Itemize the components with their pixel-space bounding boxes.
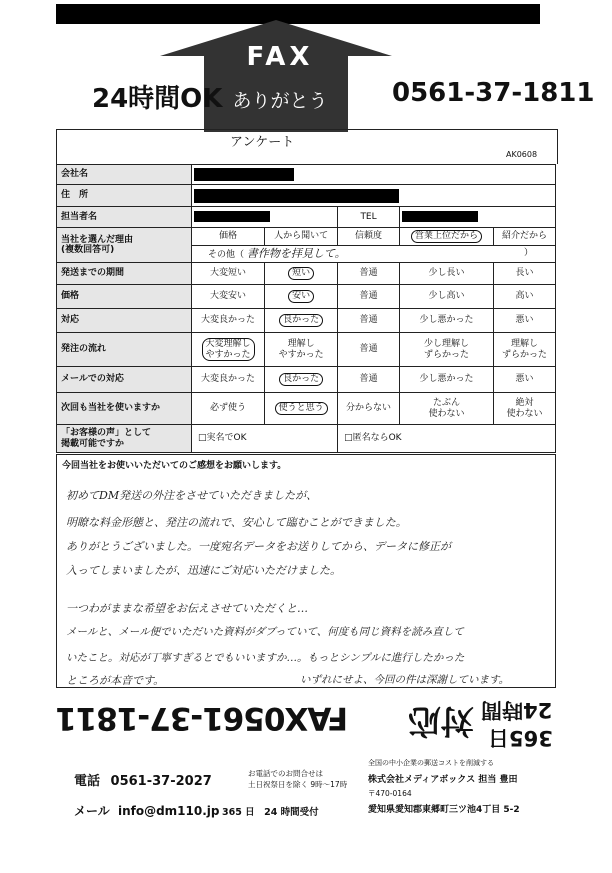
open-hours: 365 日 24 時間受付 [222, 807, 319, 818]
voice-label: 「お客様の声」として 掲載可能ですか [57, 425, 192, 453]
redacted-tel [402, 211, 478, 222]
survey-title-box [56, 129, 558, 164]
flow-opt-2[interactable]: 理解し やすかった [265, 333, 338, 367]
company-zip: 〒470-0164 [368, 789, 412, 798]
reason-other[interactable] [192, 246, 556, 263]
row-mail [57, 367, 556, 393]
price-opt-1[interactable]: 大変安い [192, 285, 265, 309]
thanks-label: ありがとう [232, 90, 328, 112]
reason-opt-4[interactable] [400, 228, 494, 246]
address-label: 住 所 [57, 185, 192, 207]
mirrored-taiou: 対応 [408, 702, 474, 741]
price-label: 価格 [57, 285, 192, 309]
next-label: 次回も当社を使いますか [57, 393, 192, 425]
next-opt-2[interactable] [265, 393, 338, 425]
comment-line-5: 一つわがままな希望をお伝えさせていただくと… [66, 602, 308, 615]
phone-note-2: 土日祝祭日を除く 9時〜17時 [248, 780, 348, 789]
fax-number: 0561-37-1811 [392, 78, 595, 108]
row-flow [57, 333, 556, 367]
survey-code: AK0608 [506, 150, 538, 159]
reason-opt-1[interactable]: 価格 [192, 228, 265, 246]
period-opt-4[interactable]: 少し長い [400, 263, 494, 285]
row-period [57, 263, 556, 285]
redacted-contact [194, 211, 270, 222]
reason-label [57, 228, 192, 263]
reason-label-text: 当社を選んだ理由 [61, 234, 134, 245]
comment-line-2: 明瞭な料金形態と、発注の流れで、安心して臨むことができました。 [66, 516, 407, 529]
next-opt-3[interactable]: 分からない [338, 393, 400, 425]
footer-phone [74, 770, 212, 789]
reason-opt-4-circled: 営業上位だから [411, 230, 482, 242]
mail-address[interactable]: info@dm110.jp [117, 804, 220, 818]
support-label: 対応 [57, 309, 192, 333]
contact-value [192, 207, 338, 228]
price-opt-5[interactable]: 高い [494, 285, 556, 309]
company-tagline: 全国の中小企業の郵送コストを削減する [368, 759, 494, 767]
fax-label: FAX [246, 42, 314, 72]
row-next [57, 393, 556, 425]
period-opt-5[interactable]: 長い [494, 263, 556, 285]
phone-note-1: お電話でのお問合せは [248, 769, 323, 778]
mirrored-days: 365日 [488, 726, 553, 750]
reason-opt-3[interactable]: 信頼度 [338, 228, 400, 246]
support-opt-2-circled: 良かった [279, 314, 323, 326]
survey-title: アンケート [230, 135, 295, 150]
flow-opt-4[interactable]: 少し理解し ずらかった [400, 333, 494, 367]
mail-opt-5[interactable]: 悪い [494, 367, 556, 393]
flow-opt-1-circled: 大変理解し やすかった [202, 338, 255, 361]
redacted-address [194, 189, 399, 203]
reason-opt-5[interactable]: 紹介だから [494, 228, 556, 246]
reason-sub-text: (複数回答可) [61, 245, 115, 255]
tel-value [400, 207, 556, 228]
comment-line-9: いずれにせよ、今回の件は深謝しています。 [300, 674, 510, 686]
next-opt-5[interactable]: 絶対 使わない [494, 393, 556, 425]
mail-label: メールでの対応 [57, 367, 192, 393]
next-opt-4[interactable]: たぶん 使わない [400, 393, 494, 425]
flow-opt-5[interactable]: 理解し ずらかった [494, 333, 556, 367]
row-reason [57, 228, 556, 246]
comment-line-4: 入ってしまいましたが、迅速にご対応いただけました。 [66, 564, 341, 577]
hours-label: 24時間OK [92, 84, 223, 114]
survey-table [56, 164, 556, 453]
support-opt-5[interactable]: 悪い [494, 309, 556, 333]
period-opt-1[interactable]: 大変短い [192, 263, 265, 285]
row-company [57, 165, 556, 185]
price-opt-3[interactable]: 普通 [338, 285, 400, 309]
row-support [57, 309, 556, 333]
price-opt-4[interactable]: 少し高い [400, 285, 494, 309]
flow-opt-3[interactable]: 普通 [338, 333, 400, 367]
company-address: 愛知県愛知郡東郷町三ツ池4丁目 5-2 [368, 805, 520, 815]
row-price [57, 285, 556, 309]
row-voice [57, 425, 556, 453]
support-opt-3[interactable]: 普通 [338, 309, 400, 333]
mail-label: メール [74, 804, 110, 818]
mail-opt-2[interactable] [265, 367, 338, 393]
contact-label: 担当者名 [57, 207, 192, 228]
support-opt-1[interactable]: 大変良かった [192, 309, 265, 333]
mail-opt-3[interactable]: 普通 [338, 367, 400, 393]
address-value [192, 185, 556, 207]
comment-line-3: ありがとうございました。一度宛名データをお送りしてから、データに修正が [66, 540, 451, 553]
flow-label: 発注の流れ [57, 333, 192, 367]
reason-opt-2[interactable]: 人から聞いて [265, 228, 338, 246]
phone-label: 電話 [74, 774, 101, 789]
comment-line-7: いたこと。対応が丁寧すぎるとでもいいますか…。もっとシンプルに進行したかった [66, 652, 465, 664]
phone-number: 0561-37-2027 [110, 774, 212, 789]
flow-opt-1[interactable] [192, 333, 265, 367]
mirrored-fax-number: FAX0561-37-1811 [56, 700, 348, 736]
row-address [57, 185, 556, 207]
support-opt-2[interactable] [265, 309, 338, 333]
tel-label: TEL [338, 207, 400, 228]
mirrored-banner [56, 692, 556, 764]
voice-opt-real-name[interactable]: □実名でOK [192, 425, 338, 453]
price-opt-2-circled: 安い [288, 290, 314, 302]
company-value [192, 165, 556, 185]
price-opt-2[interactable] [265, 285, 338, 309]
company-label: 会社名 [57, 165, 192, 185]
comment-prompt: 今回当社をお使いいただいてのご感想をお願いします。 [62, 461, 287, 471]
comment-line-8: ところが本音です。 [66, 674, 165, 687]
mail-opt-4[interactable]: 少し悪かった [400, 367, 494, 393]
period-opt-2-circled: 短い [288, 267, 314, 279]
fax-arrow-shape [160, 20, 392, 132]
period-label: 発送までの期間 [57, 263, 192, 285]
mail-opt-1[interactable]: 大変良かった [192, 367, 265, 393]
mail-opt-2-circled: 良かった [279, 373, 323, 385]
reason-other-end: ） [523, 247, 533, 258]
comment-line-1: 初めてDM発送の外注をさせていただきましたが、 [66, 489, 318, 502]
company-name: 株式会社メディアボックス 担当 豊田 [368, 775, 518, 785]
next-opt-2-circled: 使うと思う [275, 402, 328, 414]
voice-opt-anonymous[interactable]: □匿名ならOK [338, 425, 556, 453]
period-opt-3[interactable]: 普通 [338, 263, 400, 285]
reason-other-handwriting: 書作物を拝見して。 [246, 246, 346, 260]
reason-other-label: その他（ [208, 249, 245, 260]
row-contact [57, 207, 556, 228]
support-opt-4[interactable]: 少し悪かった [400, 309, 494, 333]
mirrored-hours: 24時間 [481, 698, 553, 722]
period-opt-2[interactable] [265, 263, 338, 285]
comment-line-6: メールと、メール便でいただいた資料がダブっていて、何度も同じ資料を読み直して [66, 626, 464, 638]
redacted-company [194, 168, 294, 181]
next-opt-1[interactable]: 必ず使う [192, 393, 265, 425]
footer-mail [74, 802, 219, 819]
